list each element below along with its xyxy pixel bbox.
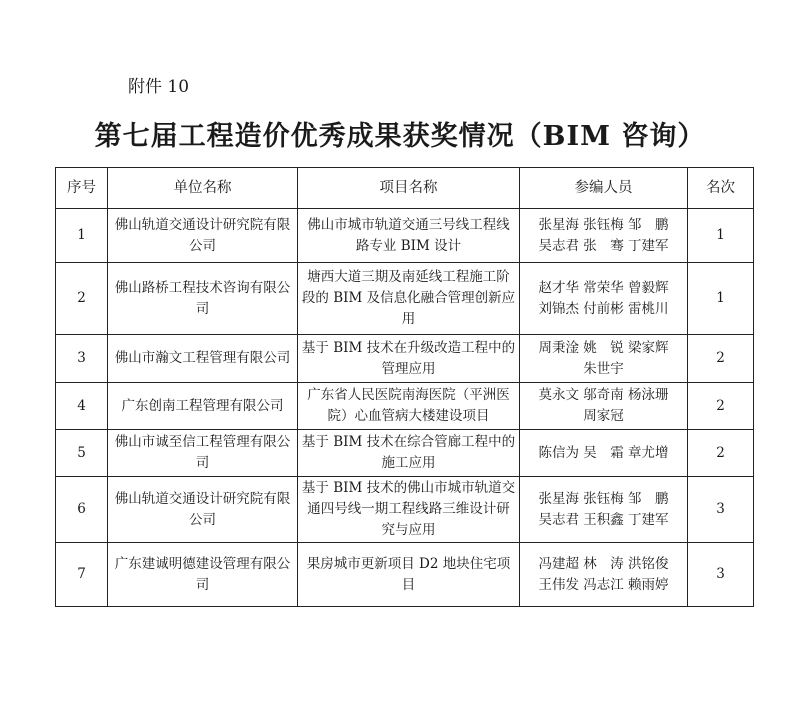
people-line: 王伟发 冯志江 赖雨婷 bbox=[538, 576, 669, 593]
row-unit: 佛山路桥工程技术咨询有限公司 bbox=[108, 263, 298, 335]
row-unit: 广东建诚明德建设管理有限公司 bbox=[108, 543, 298, 607]
table-header-row bbox=[56, 168, 754, 209]
table-row bbox=[56, 430, 754, 477]
row-unit: 佛山市瀚文工程管理有限公司 bbox=[108, 335, 298, 383]
awards-table bbox=[55, 167, 754, 607]
people-line: 赵才华 常荣华 曾毅辉 bbox=[538, 279, 669, 296]
row-no: 4 bbox=[56, 383, 108, 430]
people-line: 莫永文 邬奇南 杨泳珊 bbox=[538, 387, 669, 403]
row-no: 5 bbox=[56, 430, 108, 477]
row-people bbox=[520, 263, 688, 335]
people-line: 张星海 张钰梅 邹 鹏 bbox=[538, 490, 669, 507]
people-line: 朱世宇 bbox=[583, 360, 624, 377]
table-row bbox=[56, 543, 754, 607]
table-row bbox=[56, 335, 754, 383]
people-line: 周家冠 bbox=[583, 408, 624, 424]
row-people bbox=[520, 383, 688, 430]
row-people bbox=[520, 430, 688, 477]
attachment-label: 附件 10 bbox=[128, 77, 190, 97]
row-people bbox=[520, 209, 688, 263]
row-people bbox=[520, 477, 688, 543]
header-project: 项目名称 bbox=[298, 168, 520, 209]
table-row bbox=[56, 477, 754, 543]
row-people bbox=[520, 543, 688, 607]
row-project: 塘西大道三期及南延线工程施工阶段的 BIM 及信息化融合管理创新应用 bbox=[298, 263, 520, 335]
row-rank: 1 bbox=[688, 263, 754, 335]
header-unit: 单位名称 bbox=[108, 168, 298, 209]
row-rank: 2 bbox=[688, 383, 754, 430]
row-project: 果房城市更新项目 D2 地块住宅项目 bbox=[298, 543, 520, 607]
row-no: 6 bbox=[56, 477, 108, 543]
header-rank: 名次 bbox=[688, 168, 754, 209]
table-row bbox=[56, 263, 754, 335]
table-row bbox=[56, 209, 754, 263]
row-people bbox=[520, 335, 688, 383]
people-line: 张星海 张钰梅 邹 鹏 bbox=[538, 216, 669, 233]
row-no: 2 bbox=[56, 263, 108, 335]
row-project: 基于 BIM 技术在升级改造工程中的管理应用 bbox=[298, 335, 520, 383]
people-line: 吴志君 王积鑫 丁建军 bbox=[538, 511, 669, 528]
row-unit: 广东创南工程管理有限公司 bbox=[108, 383, 298, 430]
row-no: 1 bbox=[56, 209, 108, 263]
header-people: 参编人员 bbox=[520, 168, 688, 209]
row-rank: 3 bbox=[688, 543, 754, 607]
people-line: 冯建超 林 涛 洪铭俊 bbox=[538, 555, 669, 572]
row-project: 广东省人民医院南海医院（平洲医院）心血管病大楼建设项目 bbox=[298, 383, 520, 430]
people-line: 周秉淦 姚 锐 梁家辉 bbox=[538, 339, 669, 356]
row-unit: 佛山轨道交通设计研究院有限公司 bbox=[108, 209, 298, 263]
row-project: 佛山市城市轨道交通三号线工程线路专业 BIM 设计 bbox=[298, 209, 520, 263]
row-rank: 2 bbox=[688, 335, 754, 383]
row-project: 基于 BIM 技术的佛山市城市轨道交通四号线一期工程线路三维设计研究与应用 bbox=[298, 477, 520, 543]
header-no: 序号 bbox=[56, 168, 108, 209]
document-title: 第七届工程造价优秀成果获奖情况（BIM 咨询） bbox=[94, 121, 706, 152]
row-no: 3 bbox=[56, 335, 108, 383]
row-no: 7 bbox=[56, 543, 108, 607]
row-unit: 佛山轨道交通设计研究院有限公司 bbox=[108, 477, 298, 543]
row-rank: 2 bbox=[688, 430, 754, 477]
row-rank: 1 bbox=[688, 209, 754, 263]
row-rank: 3 bbox=[688, 477, 754, 543]
row-project: 基于 BIM 技术在综合管廊工程中的施工应用 bbox=[298, 430, 520, 477]
people-line: 陈信为 吴 霜 章尤增 bbox=[538, 444, 669, 461]
people-line: 刘锦杰 付前彬 雷桃川 bbox=[538, 300, 669, 317]
people-line: 吴志君 张 骞 丁建军 bbox=[538, 237, 669, 254]
table-row bbox=[56, 383, 754, 430]
row-unit: 佛山市诚至信工程管理有限公司 bbox=[108, 430, 298, 477]
